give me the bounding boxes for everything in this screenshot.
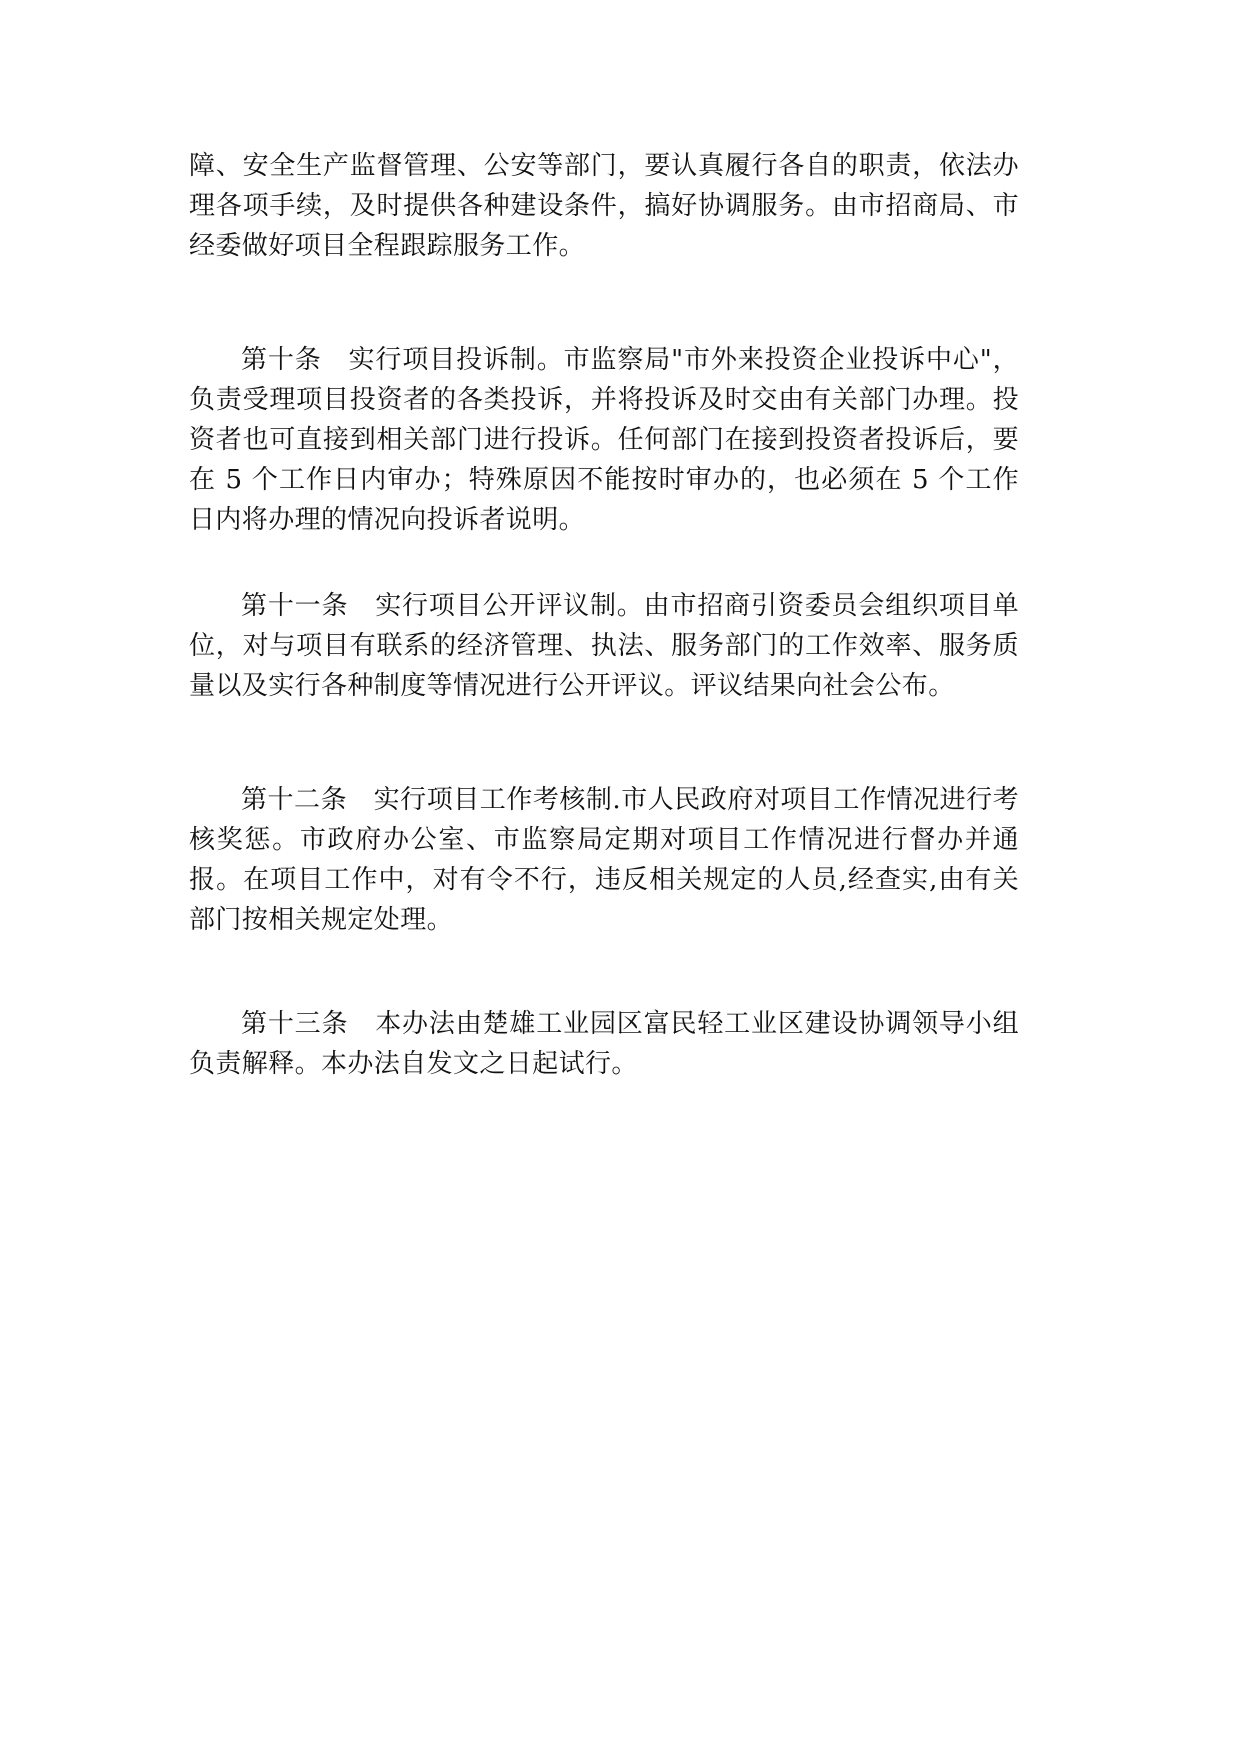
- article-12-paragraph: 第十二条 实行项目工作考核制.市人民政府对项目工作情况进行考核奖惩。市政府办公室、市监察局定期对项目工作情况进行督办并通报。在项目工作中，对有令不行，违反相关规定的人员,经查实,由有关部门按相关规定处理。: [189, 785, 1019, 935]
- article-13-paragraph: 第十三条 本办法由楚雄工业园区富民轻工业区建设协调领导小组负责解释。本办法自发文之日起试行。: [189, 1009, 1019, 1079]
- article-11-paragraph: 第十一条 实行项目公开评议制。由市招商引资委员会组织项目单 位，对与项目有联系的经济管理、执法、服务部门的工作效率、服务质量以及实行各种制度等情况进行公开评议。评议结果向社会公布。: [189, 591, 1046, 701]
- paragraph-continuation: 障、安全生产监督管理、公安等部门，要认真履行各自的职责，依法办理各项手续，及时提供各种建设条件，搞好协调服务。由市招商局、市经委做好项目全程跟踪服务工作。: [189, 151, 1019, 261]
- article-10-paragraph: 第十条 实行项目投诉制。市监察局"市外来投资企业投诉中心"，负责受理项目投资者的各类投诉，并将投诉及时交由有关部门办理。投资者也可直接到相关部门进行投诉。任何部门在接到投资者投诉后，要在 5 个工作日内审办；特殊原因不能按时审办的，也必须在 5 个工作日内将办理的情况向投诉者说明。: [189, 345, 1019, 535]
